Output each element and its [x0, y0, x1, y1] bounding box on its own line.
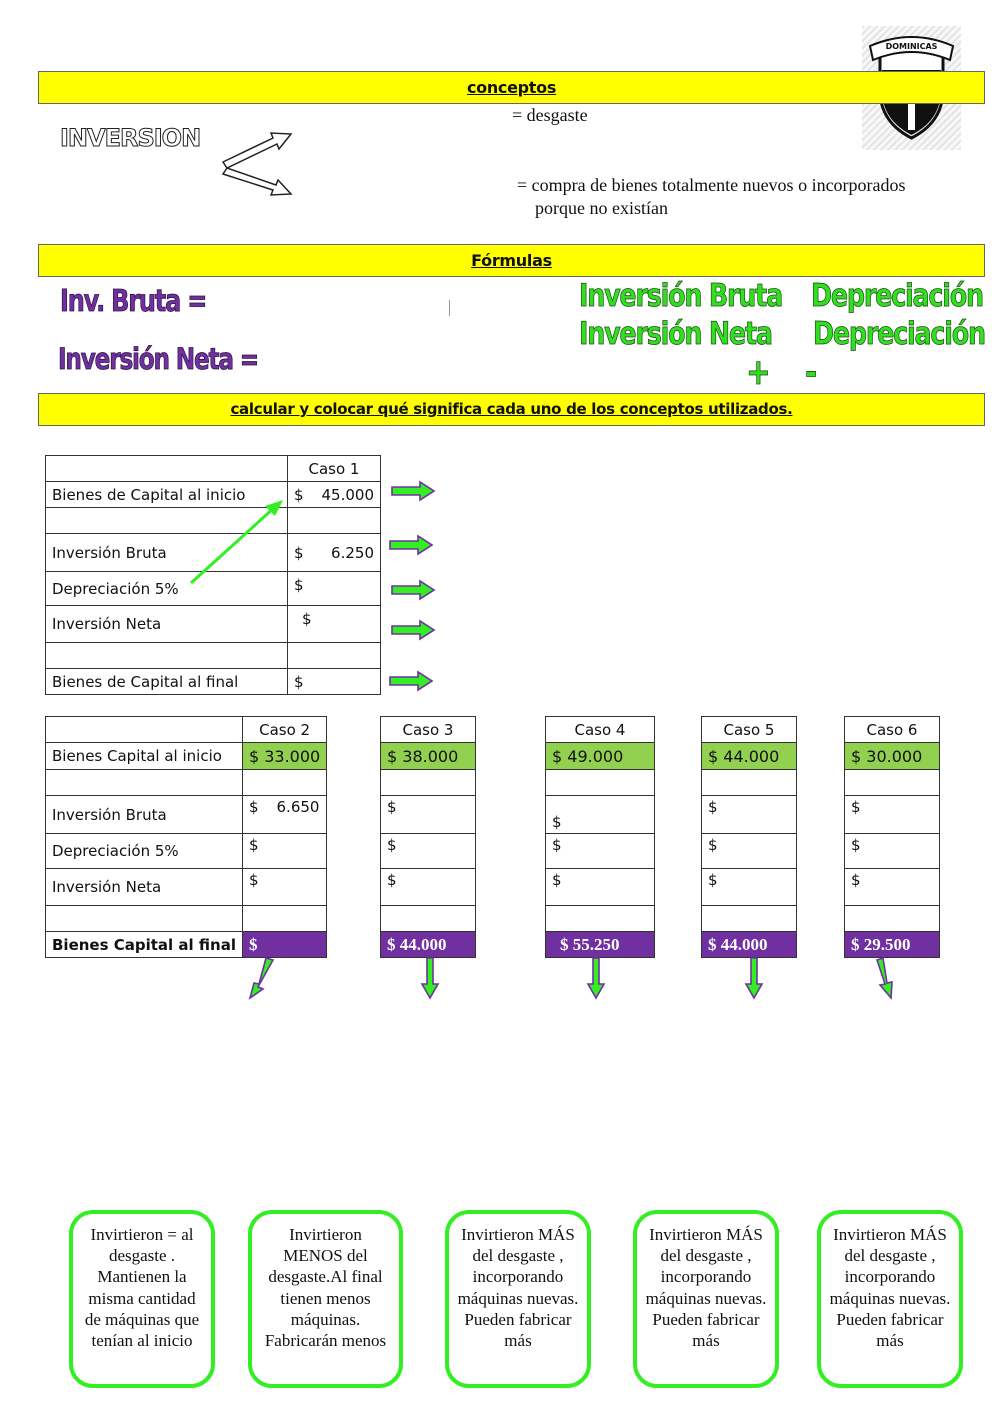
caso1-blank-value[interactable] [288, 643, 381, 669]
formulas-label: Fórmulas [471, 251, 552, 270]
conceptos-band [38, 71, 985, 104]
caso-dep-cell[interactable]: $ [242, 834, 326, 869]
caso-bruta-cell[interactable]: $ [546, 796, 655, 834]
answer-box: Invirtieron MÁS del desgaste , incorporando máquinas nuevas. Pueden fabricar más [633, 1210, 779, 1388]
conceptos-label: conceptos [466, 78, 557, 97]
caso1-label: Bienes de Capital al final [46, 669, 288, 695]
casos-label: Bienes Capital al inicio [46, 743, 243, 770]
caso-dep-cell[interactable]: $ [845, 834, 940, 869]
caso1-blank-cell [46, 643, 288, 669]
instruction-label: calcular y colocar qué significa cada uno de los conceptos utilizados. [230, 400, 793, 418]
caso-inicio-cell[interactable]: $ 38.000 [381, 743, 476, 770]
caso-neta-cell[interactable]: $ [702, 869, 797, 906]
caso-bruta-cell[interactable]: $ [381, 796, 476, 834]
caso5-table [701, 716, 797, 958]
caso-blank-cell[interactable] [546, 770, 655, 796]
green-inversion-bruta: Inversión Bruta [579, 278, 783, 314]
caso-blank-cell[interactable] [702, 906, 797, 932]
green-depreciacion-1: Depreciación [811, 278, 983, 314]
caso-inicio-cell[interactable]: $ 30.000 [845, 743, 940, 770]
caso1-value-cell[interactable]: $ [288, 669, 381, 695]
caso1-label: Inversión Bruta [46, 534, 288, 572]
caso-bruta-cell[interactable]: $ [845, 796, 940, 834]
compra-line: = compra de bienes totalmente nuevos o incorporados [517, 175, 906, 195]
right-arrows-icon [388, 478, 438, 693]
text-cursor [449, 300, 450, 316]
caso1-label: Bienes de Capital al inicio [46, 482, 288, 508]
green-depreciacion-2: Depreciación [813, 316, 985, 352]
green-inversion-neta: Inversión Neta [579, 316, 772, 352]
caso1-value-cell[interactable]: $ 6.250 [288, 534, 381, 572]
caso-final-cell[interactable]: $ [242, 932, 326, 958]
caso1-bruta-value: 6.250 [331, 543, 374, 562]
formulas-band [38, 244, 985, 277]
caso1-value-cell[interactable]: $ 45.000 [288, 482, 381, 508]
casos-label: Inversión Bruta [46, 796, 243, 834]
desgaste-line: = desgaste [512, 105, 588, 125]
caso-bruta-cell[interactable]: $ 6.650 [242, 796, 326, 834]
casos-label: Bienes Capital al final [46, 932, 243, 958]
casos-corner-cell [46, 717, 243, 743]
answer-box: Invirtieron = al desgaste . Mantienen la misma cantidad de máquinas que tenían al inicio [69, 1210, 215, 1388]
casos-label: Inversión Neta [46, 869, 243, 906]
caso-blank-cell[interactable] [845, 906, 940, 932]
green-plus-sign: + [746, 352, 770, 393]
caso-inicio-cell[interactable]: $ 44.000 [702, 743, 797, 770]
caso-header: Caso 6 [845, 717, 940, 743]
caso-neta-cell[interactable]: $ [845, 869, 940, 906]
inversion-title: INVERSION [60, 124, 201, 152]
caso1-corner-cell [46, 456, 288, 482]
casos-label-table [45, 716, 327, 958]
caso-neta-cell[interactable]: $ [546, 869, 655, 906]
caso-final-cell[interactable]: $ 55.250 [546, 932, 655, 958]
logo-banner-text: DOMINICAS [885, 42, 938, 51]
caso-header: Caso 3 [381, 717, 476, 743]
caso-dep-cell[interactable]: $ [546, 834, 655, 869]
caso1-inicio-value: 45.000 [321, 485, 374, 504]
instruction-band [38, 393, 985, 426]
caso1-label: Inversión Neta [46, 606, 288, 643]
caso1-header: Caso 1 [288, 456, 381, 482]
answer-box: Invirtieron MÁS del desgaste , incorporando máquinas nuevas. Pueden fabricar más [817, 1210, 963, 1388]
caso-neta-cell[interactable]: $ [381, 869, 476, 906]
caso-neta-cell[interactable]: $ [242, 869, 326, 906]
down-arrows-icon [240, 956, 910, 1004]
no-existian-line: porque no existían [535, 198, 668, 218]
caso-final-cell[interactable]: $ 44.000 [702, 932, 797, 958]
casos-blank-cell [46, 770, 243, 796]
caso-blank-cell[interactable] [381, 770, 476, 796]
caso-header: Caso 2 [242, 717, 326, 743]
caso-blank-cell[interactable] [546, 906, 655, 932]
caso-bruta-value: 6.650 [276, 798, 320, 816]
caso-inicio-cell[interactable]: $ 33.000 [242, 743, 326, 770]
casos-blank-cell [46, 906, 243, 932]
caso-blank-cell[interactable] [702, 770, 797, 796]
caso-blank-cell[interactable] [381, 906, 476, 932]
answer-box: Invirtieron MÁS del desgaste , incorporando máquinas nuevas. Pueden fabricar más [445, 1210, 591, 1388]
answer-box: Invirtieron MENOS del desgaste.Al final tienen menos máquinas. Fabricarán menos [248, 1210, 403, 1388]
caso1-label: Depreciación 5% [46, 572, 288, 606]
caso-blank-cell[interactable] [845, 770, 940, 796]
caso6-table [844, 716, 940, 958]
caso1-blank-value[interactable] [288, 508, 381, 534]
caso-final-cell[interactable]: $ 29.500 [845, 932, 940, 958]
caso-dep-cell[interactable]: $ [381, 834, 476, 869]
caso-header: Caso 5 [702, 717, 797, 743]
green-minus-sign: - [805, 352, 817, 393]
caso4-table [545, 716, 655, 958]
caso1-value-cell[interactable]: $ [288, 572, 381, 606]
caso-blank-cell[interactable] [242, 770, 326, 796]
caso-header: Caso 4 [546, 717, 655, 743]
casos-label: Depreciación 5% [46, 834, 243, 869]
inv-neta-formula: Inversión Neta = [58, 342, 258, 376]
caso-bruta-cell[interactable]: $ [702, 796, 797, 834]
caso1-value-cell[interactable]: $ [288, 606, 381, 643]
split-arrows-icon [215, 128, 297, 200]
diagonal-arrow-icon [185, 494, 290, 589]
caso3-table [380, 716, 476, 958]
caso-blank-cell[interactable] [242, 906, 326, 932]
caso-final-cell[interactable]: $ 44.000 [381, 932, 476, 958]
inv-bruta-formula: Inv. Bruta = [60, 284, 207, 319]
caso-dep-cell[interactable]: $ [702, 834, 797, 869]
caso-inicio-cell[interactable]: $ 49.000 [546, 743, 655, 770]
